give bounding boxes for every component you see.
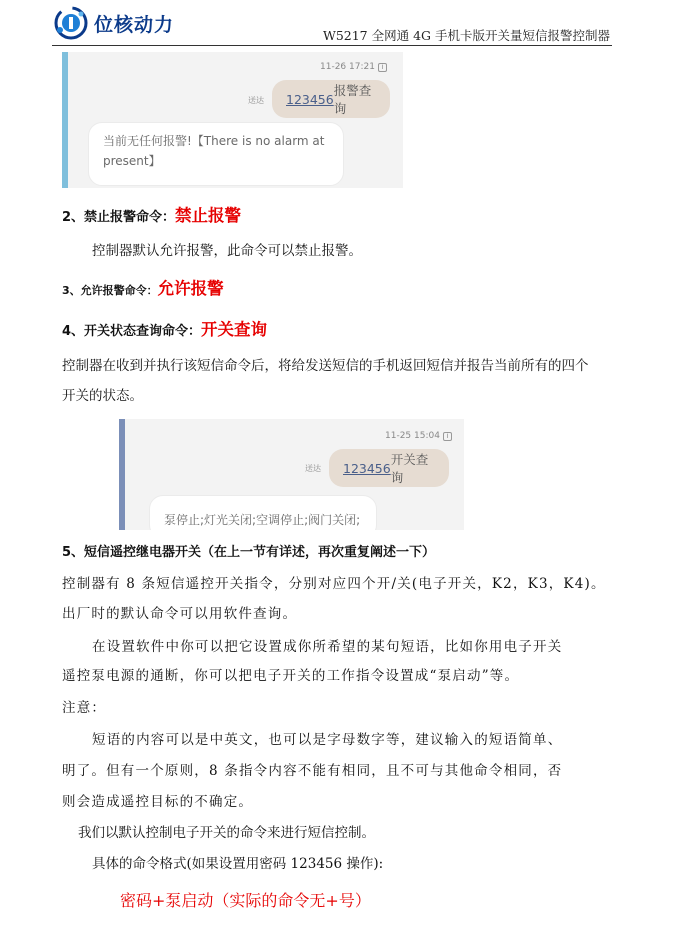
info-icon: i (443, 432, 452, 441)
note-line: 明了。但有一个原则，8 条指令内容不能有相同，且不可与其他命令相同，否 (62, 763, 563, 779)
reply-message-bubble (149, 495, 377, 530)
sent-message-bubble (272, 80, 390, 118)
header-divider (52, 45, 612, 46)
section-heading-text: 4、开关状态查询命令： (62, 324, 202, 339)
section-5-heading: 5、短信遥控继电器开关（在上一节有详述，再次重复阐述一下） (62, 545, 436, 560)
section-heading-text: 2、禁止报警命令： (62, 210, 176, 225)
sent-password: 123456 (343, 460, 391, 476)
section-2-description: 控制器默认允许报警，此命令可以禁止报警。 (92, 243, 362, 259)
delivered-label: 送达 (248, 96, 264, 105)
reply-line: 泵停止;灯光关闭;空调停止;阀门关闭; (164, 513, 361, 527)
command-text: 允许报警 (157, 279, 224, 298)
section-5-line: 控制器有 8 条短信遥控开关指令，分别对应四个开/关(电子开关，K2，K3，K4)。 (62, 576, 606, 592)
section-2-heading (62, 206, 241, 228)
message-timestamp: 11-25 15:04 i (385, 431, 452, 441)
command-text: 禁止报警 (175, 206, 242, 225)
note-label: 注意： (62, 700, 107, 716)
command-format-example: 密码+泵启动（实际的命令无+号） (120, 891, 371, 910)
section-4-heading (62, 320, 267, 342)
screenshot-accent-bar (62, 52, 68, 188)
reply-line: present】 (103, 154, 161, 169)
section-3-heading (62, 279, 224, 301)
section-4-description-line: 控制器在收到并执行该短信命令后，将给发送短信的手机返回短信并报告当前所有的四个 (62, 358, 589, 374)
document-title: W5217 全网通 4G 手机卡版开关量短信报警控制器 (322, 28, 610, 43)
brand-name: 位核动力 (94, 14, 175, 36)
sms-screenshot-switch-query (119, 419, 464, 530)
reply-message-bubble (88, 122, 344, 186)
section-5-line: 出厂时的默认命令可以用软件查询。 (62, 606, 298, 622)
sent-password: 123456 (286, 91, 334, 107)
screenshot-accent-bar (119, 419, 125, 530)
delivered-label: 送达 (305, 464, 321, 473)
section-4-description-line: 开关的状态。 (62, 388, 143, 404)
sent-message-bubble (329, 449, 449, 487)
page-header (52, 0, 612, 48)
section-5-line: 具体的命令格式(如果设置用密码 123456 操作): (92, 856, 384, 872)
command-text: 开关查询 (201, 320, 268, 339)
brand-logo-icon (54, 6, 88, 40)
message-timestamp: 11-26 17:21 i (320, 62, 387, 72)
note-line: 则会造成遥控目标的不确定。 (62, 794, 254, 810)
sms-screenshot-alarm-query (62, 52, 403, 188)
sent-command: 报警查询 (333, 83, 372, 116)
section-5-line: 在设置软件中你可以把它设置成你所希望的某句短语，比如你用电子开关 (92, 639, 563, 655)
section-5-line: 遥控泵电源的通断，你可以把电子开关的工作指令设置成“泵启动”等。 (62, 668, 520, 684)
sent-command: 开关查询 (390, 452, 429, 485)
reply-line: 当前无任何报警!【There is no alarm at (103, 134, 325, 148)
section-heading-text: 3、允许报警命令： (62, 284, 158, 297)
brand-logo (52, 4, 202, 42)
section-5-line: 我们以默认控制电子开关的命令来进行短信控制。 (78, 825, 375, 841)
info-icon: i (378, 63, 387, 72)
note-line: 短语的内容可以是中英文，也可以是字母数字等，建议输入的短语简单、 (92, 732, 563, 748)
